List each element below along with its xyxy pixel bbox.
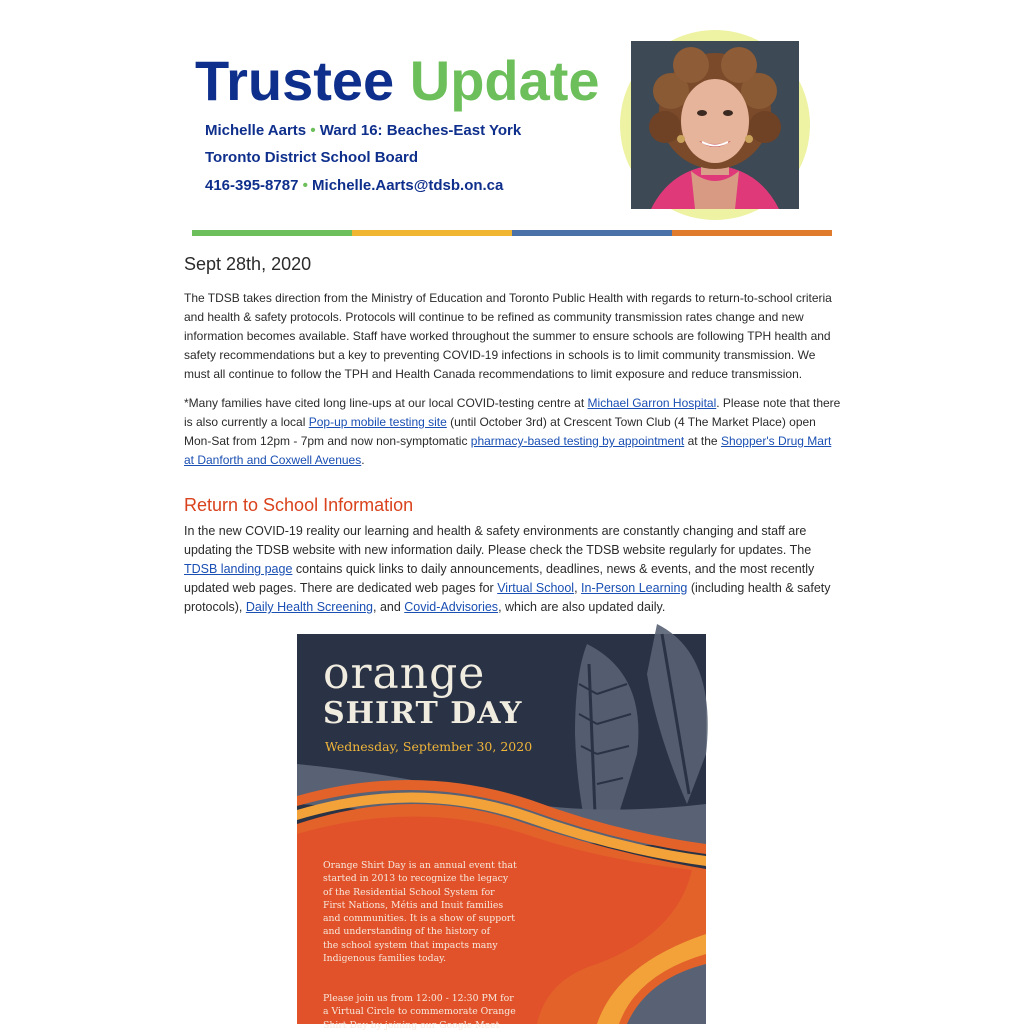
text-span: (until October 3rd) at Crescent Town Club (4 The Market Place) open Mon-Sat from 12pm - 7pm and now non-symptomatic	[184, 415, 816, 448]
link-daily-health-screening[interactable]: Daily Health Screening	[245, 600, 373, 614]
portrait-illustration	[631, 41, 799, 209]
orange-shirt-day-poster	[297, 634, 706, 1031]
link-covid-advisories[interactable]: Covid-Advisories	[404, 600, 499, 614]
text-span: ,	[574, 581, 582, 595]
color-bar-green	[192, 230, 352, 236]
link-michael-garron-hospital[interactable]: Michael Garron Hospital	[587, 396, 717, 410]
link-virtual-school[interactable]: Virtual School	[497, 581, 575, 595]
color-bar-yellow	[352, 230, 512, 236]
contact-line	[205, 177, 503, 194]
text-span: (including health & safety protocols),	[184, 581, 831, 614]
section-title-return-to-school: Return to School Information	[184, 495, 414, 515]
text-span: , and	[373, 600, 405, 614]
text-span: *Many families have cited long line-ups at our local COVID-testing centre at	[184, 396, 588, 410]
trustee-name: Michelle Aarts	[205, 122, 307, 139]
testing-paragraph	[184, 394, 844, 470]
poster-title-shirt-day: SHIRT DAY	[323, 696, 523, 731]
issue-date: Sept 28th, 2020	[184, 254, 312, 274]
trustee-name-line	[205, 122, 521, 139]
poster-description: Orange Shirt Day is an annual event that started in 2013 to recognize the legacy of the Residential School System for First Nations, Métis and Inuit families and communities. It is a show of support and understanding of the history of the school system that impacts many Indigenous families today.	[323, 860, 517, 965]
trustee-ward: Ward 16: Beaches-East York	[319, 122, 522, 139]
text-span: .	[361, 453, 365, 467]
link-pharmacy-testing[interactable]: pharmacy-based testing by appointment	[470, 434, 685, 448]
color-bar-blue	[512, 230, 672, 236]
email-address[interactable]: Michelle.Aarts@tdsb.on.ca	[312, 177, 504, 194]
header-color-bar	[192, 230, 832, 236]
return-to-school-paragraph	[184, 522, 844, 617]
separator-dot: •	[302, 177, 308, 194]
separator-dot: •	[310, 122, 316, 139]
link-popup-testing-site[interactable]: Pop-up mobile testing site	[308, 415, 447, 429]
text-span: at the	[684, 434, 721, 448]
color-bar-orange	[672, 230, 832, 236]
phone-number: 416-395-8787	[205, 177, 299, 194]
poster-invitation: Please join us from 12:00 - 12:30 PM for a Virtual Circle to commemorate Orange Shirt Day by joining our Google Meet	[323, 993, 516, 1031]
text-span: contains quick links to daily announcements, deadlines, news & events, and the most recently updated web pages. There are dedicated web pages for	[184, 562, 815, 595]
text-span: , which are also updated daily.	[498, 600, 666, 614]
intro-paragraph: The TDSB takes direction from the Ministry of Education and Toronto Public Health with regards to return-to-school criteria and health & safety protocols. Protocols will continue to be refined as community transmission rates change and new information becomes available. Staff have worked throughout the summer to ensure schools are following TPH health and safety recommendations but a key to preventing COVID-19 infections in schools is to limit community transmission. We must all continue to follow the TPH and Health Canada recommendations to limit exposure and reduce transmission.	[184, 291, 832, 381]
link-tdsb-landing-page[interactable]: TDSB landing page	[184, 562, 293, 576]
title-update: Update	[409, 49, 600, 112]
link-shoppers-drug-mart[interactable]: Shopper's Drug Mart at Danforth and Coxwell Avenues	[184, 434, 832, 467]
link-in-person-learning[interactable]: In-Person Learning	[581, 581, 688, 595]
school-board: Toronto District School Board	[205, 149, 419, 166]
newsletter-title	[195, 48, 600, 114]
title-trustee: Trustee	[195, 49, 395, 112]
text-span: In the new COVID-19 reality our learning and health & safety environments are constantly changing and staff are updating the TDSB website with new information daily. Please check the TDSB website regularly for updates. The	[184, 524, 812, 557]
poster-event-date: Wednesday, September 30, 2020	[325, 739, 533, 754]
text-span: . Please note that there is also currently a local	[184, 396, 841, 429]
trustee-portrait	[631, 41, 799, 209]
poster-title-orange: orange	[323, 648, 486, 699]
